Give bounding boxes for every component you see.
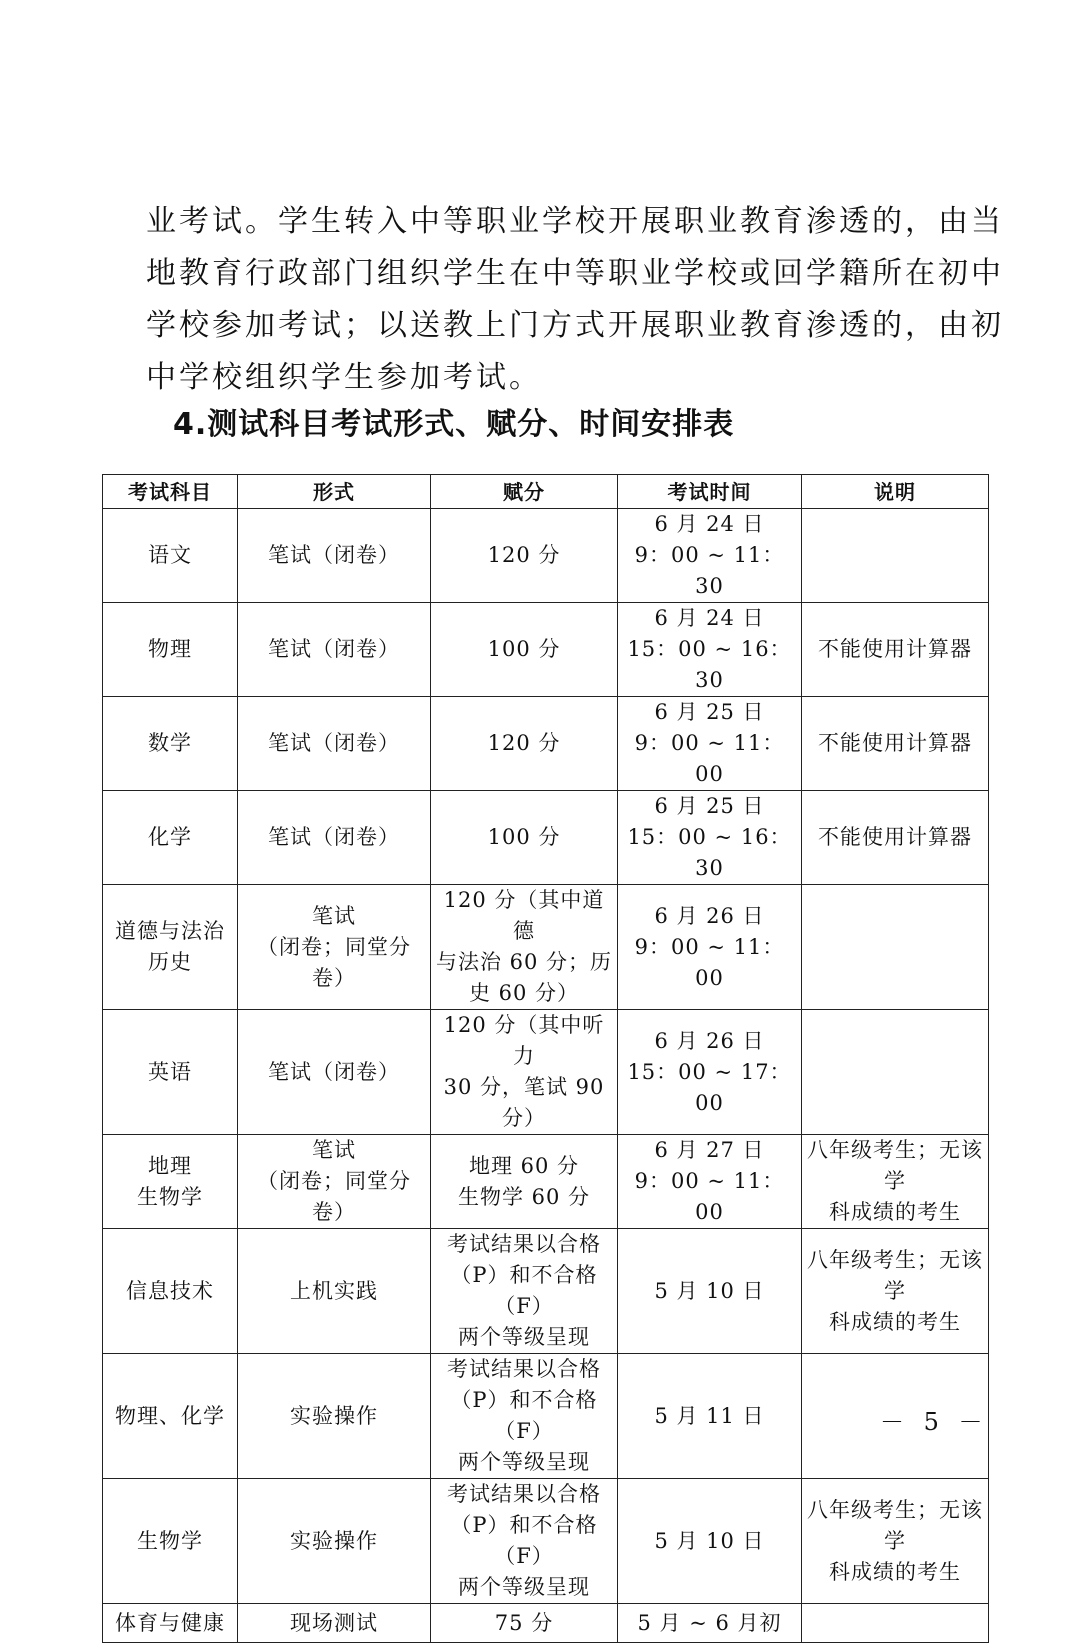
cell-time-line: 6 月 24 日 (654, 512, 765, 536)
header-subject: 考试科目 (103, 475, 238, 509)
cell-form-line: 实验操作 (290, 1403, 378, 1428)
header-time: 考试时间 (618, 475, 802, 509)
paragraph-line: 业考试。学生转入中等职业学校开展职业教育渗透的，由当 (146, 204, 1004, 239)
cell-score (431, 697, 618, 791)
cell-form (238, 697, 431, 791)
cell-note-line: 科成绩的考生 (829, 1559, 961, 1584)
cell-form (238, 1354, 431, 1479)
cell-time-line: 15：00 ~ 17：00 (627, 1059, 792, 1115)
cell-subject-line: 道德与法治 (115, 919, 225, 943)
cell-note (802, 603, 989, 697)
cell-time (618, 1479, 802, 1604)
table-row (103, 509, 989, 603)
cell-note-line: 科成绩的考生 (829, 1309, 961, 1334)
cell-note (802, 509, 989, 603)
cell-form (238, 1229, 431, 1354)
cell-time-line: 6 月 25 日 (654, 700, 765, 724)
cell-subject (103, 603, 238, 697)
table-row (103, 1354, 989, 1479)
cell-form-line: 笔试（闭卷） (268, 731, 400, 755)
cell-note-line: 八年级考生；无该学 (807, 1138, 983, 1193)
cell-note (802, 885, 989, 1010)
page-number: － 5 － (880, 1408, 989, 1436)
cell-score (431, 509, 618, 603)
cell-note-line: 不能使用计算器 (818, 637, 972, 661)
cell-subject (103, 697, 238, 791)
cell-time-line: 15：00 ~ 16：30 (627, 637, 792, 692)
cell-score-line: 120 分 (487, 731, 561, 755)
header-note: 说明 (802, 475, 989, 509)
cell-note (802, 791, 989, 885)
cell-form-line: 实验操作 (290, 1528, 378, 1553)
table-row (103, 1604, 989, 1643)
cell-subject (103, 1354, 238, 1479)
cell-subject-line: 数学 (148, 731, 192, 755)
cell-subject (103, 1010, 238, 1135)
cell-score (431, 1604, 618, 1643)
cell-score-line: 生物学 60 分 (457, 1184, 591, 1209)
paragraph-line: 地教育行政部门组织学生在中等职业学校或回学籍所在初中 (146, 256, 1004, 291)
cell-form (238, 509, 431, 603)
exam-schedule-table (102, 474, 989, 1643)
cell-time-line: 6 月 27 日 (654, 1138, 765, 1162)
cell-subject-line: 生物学 (137, 1528, 203, 1553)
cell-score-line: （P）和不合格（F） (450, 1513, 598, 1568)
header-score: 赋分 (431, 475, 618, 509)
cell-score-line: 史 60 分） (468, 981, 580, 1005)
cell-subject-line: 地理 (148, 1153, 192, 1178)
cell-note (802, 1479, 989, 1604)
cell-note (802, 1604, 989, 1643)
table-header-row (103, 475, 989, 509)
cell-form-line: 笔试（闭卷） (268, 1059, 400, 1084)
cell-time-line: 5 月 ~ 6 月初 (637, 1610, 782, 1635)
cell-time (618, 885, 802, 1010)
cell-score-line: 两个等级呈现 (458, 1575, 590, 1599)
cell-score-line: 考试结果以合格 (447, 1357, 601, 1381)
cell-time (618, 1135, 802, 1229)
cell-form-line: 上机实践 (290, 1278, 378, 1303)
cell-time-line: 9：00 ~ 11：00 (634, 1169, 785, 1224)
cell-note-line: 八年级考生；无该学 (807, 1497, 983, 1553)
cell-score-line: （P）和不合格（F） (450, 1388, 598, 1443)
cell-subject (103, 885, 238, 1010)
cell-score-line: 考试结果以合格 (447, 1232, 601, 1256)
cell-score (431, 1229, 618, 1354)
table-row (103, 791, 989, 885)
cell-subject (103, 791, 238, 885)
cell-form-line: 笔试 (312, 1138, 356, 1162)
cell-time-line: 5 月 10 日 (654, 1278, 765, 1303)
table-row (103, 1010, 989, 1135)
cell-time-line: 6 月 24 日 (654, 606, 765, 630)
cell-form (238, 885, 431, 1010)
cell-time (618, 603, 802, 697)
cell-score-line: 120 分 (487, 543, 561, 567)
header-form: 形式 (238, 475, 431, 509)
cell-form-line: 笔试 (312, 903, 356, 928)
cell-score-line: 两个等级呈现 (458, 1450, 590, 1474)
cell-score (431, 1135, 618, 1229)
cell-form-line: （闭卷；同堂分 (257, 934, 411, 959)
cell-score-line: 120 分（其中道德 (443, 888, 605, 943)
cell-subject (103, 1604, 238, 1643)
cell-subject (103, 1135, 238, 1229)
paragraph-line: 中学校组织学生参加考试。 (146, 360, 542, 395)
cell-form-line: 笔试（闭卷） (268, 637, 400, 661)
cell-form (238, 1604, 431, 1643)
cell-score-line: 考试结果以合格 (447, 1482, 601, 1506)
table-body (103, 509, 989, 1643)
cell-time-line: 15：00 ~ 16：30 (627, 825, 792, 880)
cell-subject-line: 历史 (148, 950, 192, 974)
cell-subject-line: 体育与健康 (115, 1610, 225, 1635)
cell-score (431, 1479, 618, 1604)
cell-form-line: 卷） (312, 1200, 356, 1224)
cell-subject (103, 1229, 238, 1354)
cell-note (802, 1135, 989, 1229)
cell-subject-line: 物理、化学 (115, 1403, 225, 1428)
cell-form-line: 笔试（闭卷） (268, 543, 400, 567)
cell-note-line: 八年级考生；无该学 (807, 1247, 983, 1303)
cell-note-line: 不能使用计算器 (818, 825, 972, 849)
cell-note (802, 1229, 989, 1354)
cell-score (431, 603, 618, 697)
table-row (103, 1479, 989, 1604)
cell-time (618, 1010, 802, 1135)
cell-note (802, 1010, 989, 1135)
cell-time (618, 1354, 802, 1479)
cell-form-line: （闭卷；同堂分 (257, 1169, 411, 1193)
cell-time (618, 1229, 802, 1354)
cell-subject-line: 化学 (148, 825, 192, 849)
cell-form (238, 603, 431, 697)
table-row (103, 885, 989, 1010)
cell-time-line: 6 月 26 日 (654, 1028, 765, 1053)
table-row (103, 1135, 989, 1229)
cell-note-line: 科成绩的考生 (829, 1200, 961, 1224)
body-paragraph (146, 196, 1004, 404)
cell-time-line: 5 月 11 日 (654, 1403, 765, 1428)
cell-subject-line: 物理 (148, 637, 192, 661)
table-row (103, 603, 989, 697)
cell-time (618, 791, 802, 885)
cell-score (431, 1010, 618, 1135)
cell-form (238, 791, 431, 885)
cell-subject-line: 信息技术 (126, 1278, 214, 1303)
table-row (103, 697, 989, 791)
cell-score (431, 1354, 618, 1479)
cell-note-line: 不能使用计算器 (818, 731, 972, 755)
cell-subject-line: 语文 (148, 543, 192, 567)
cell-time-line: 6 月 25 日 (654, 794, 765, 818)
cell-score (431, 791, 618, 885)
cell-subject-line: 英语 (148, 1059, 192, 1084)
cell-subject (103, 509, 238, 603)
cell-form-line: 现场测试 (290, 1610, 378, 1635)
cell-form (238, 1135, 431, 1229)
cell-score (431, 885, 618, 1010)
cell-score-line: 两个等级呈现 (458, 1325, 590, 1349)
cell-time-line: 9：00 ~ 11：00 (634, 731, 785, 786)
cell-time (618, 697, 802, 791)
cell-form (238, 1479, 431, 1604)
cell-note (802, 697, 989, 791)
paragraph-line: 学校参加考试；以送教上门方式开展职业教育渗透的，由初 (146, 308, 1004, 343)
cell-score-line: 地理 60 分 (468, 1153, 580, 1178)
cell-time-line: 9：00 ~ 11：30 (634, 543, 785, 598)
cell-score-line: 120 分（其中听力 (443, 1013, 605, 1068)
cell-score-line: 100 分 (487, 637, 561, 661)
cell-score-line: 30 分，笔试 90 分） (443, 1075, 605, 1130)
cell-score-line: 75 分 (494, 1610, 554, 1635)
cell-score-line: 100 分 (487, 825, 561, 849)
cell-subject-line: 生物学 (137, 1184, 203, 1209)
cell-form-line: 卷） (312, 965, 356, 990)
cell-time-line: 6 月 26 日 (654, 903, 765, 928)
cell-score-line: 与法治 60 分；历 (435, 950, 613, 974)
cell-form-line: 笔试（闭卷） (268, 825, 400, 849)
table-row (103, 1229, 989, 1354)
cell-subject (103, 1479, 238, 1604)
cell-time (618, 509, 802, 603)
section-heading: 4.测试科目考试形式、赋分、时间安排表 (173, 407, 735, 442)
cell-form (238, 1010, 431, 1135)
cell-score-line: （P）和不合格（F） (450, 1263, 598, 1318)
cell-time-line: 5 月 10 日 (654, 1528, 765, 1553)
cell-time-line: 9：00 ~ 11：00 (634, 934, 785, 990)
cell-time (618, 1604, 802, 1643)
